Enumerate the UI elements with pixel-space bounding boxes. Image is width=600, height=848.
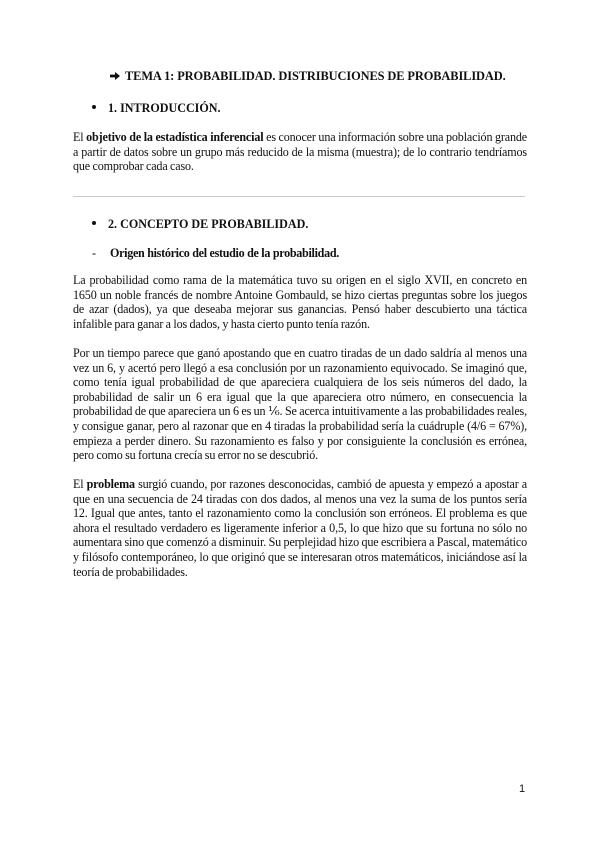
intro-bold-term: objetivo de la estadística inferencial [86,130,264,144]
bullet-icon [92,221,96,225]
arrow-right-icon [110,69,120,84]
paragraph-origen: La probabilidad como rama de la matemática tuvo su origen en el siglo XVII, en concreto en 1650 un noble francés de nombre Antoine Gombauld, se hizo ciertas preguntas sobre los juegos de azar (dados), ya que deseaba mejorar sus ganancias. Pensó haber descubierto una táctica infalible para ganar a los dados, y hasta cierto punto tenía razón. [73,273,527,331]
subheading-origen-historico: - Origen histórico del estudio de la probabilidad. [92,246,339,260]
problema-bold-term: problema [86,477,135,491]
page-number: 1 [519,783,526,795]
section-heading-concepto: 2. CONCEPTO DE PROBABILIDAD. [92,217,308,232]
document-title-text: TEMA 1: PROBABILIDAD. DISTRIBUCIONES DE PROBABILIDAD. [125,69,506,83]
section-divider [73,196,525,197]
paragraph-gombauld: Por un tiempo parece que ganó apostando que en cuatro tiradas de un dado saldría al menos una vez un 6, y acertó pero llegó a esa conclusión por un razonamiento equivocado. Se imaginó que, como tenía igual probabilidad de que apareciera cualquiera de los seis números del dado, la probabilidad de salir un 6 era igual que la que apareciera otro número, en consecuencia la probabilidad de que apareciera un 6 es un ⅙. Se acerca intuitivamente a las probabilidades reales, y consigue ganar, pero al razonar que en 4 tiradas la probabilidad sería la cuádruple (4/6 = 67%), empieza a perder dinero. Su razonamiento es falso y por consiguiente la conclusión es errónea, pero como su fortuna crecía su error no se descubrió. [73,346,527,463]
intro-paragraph: El objetivo de la estadística inferencial es conocer una información sobre una población grande a partir de datos sobre un grupo más reducido de la misma (muestra); de lo contrario tendríamos que comprobar cada caso. [73,130,528,174]
bullet-icon [92,105,96,109]
paragraph-problema: El problema surgió cuando, por razones desconocidas, cambió de apuesta y empezó a apostar a que en una secuencia de 24 tiradas con dos dados, al menos una vez la suma de los puntos sería 12. Igual que antes, tanto el razonamiento como la conclusión son erróneos. El problema es que ahora el resultado verdadero es ligeramente inferior a 0,5, lo que hizo que su fortuna no sólo no aumentara sino que comenzó a disminuir. Su perplejidad hizo que escribiera a Pascal, matemático y filósofo contemporáneo, lo que originó que se interesaran otros matemáticos, iniciándose así la teoría de probabilidades. [73,477,527,579]
section-heading-introduccion: 1. INTRODUCCIÓN. [92,101,221,116]
document-title [110,69,550,84]
